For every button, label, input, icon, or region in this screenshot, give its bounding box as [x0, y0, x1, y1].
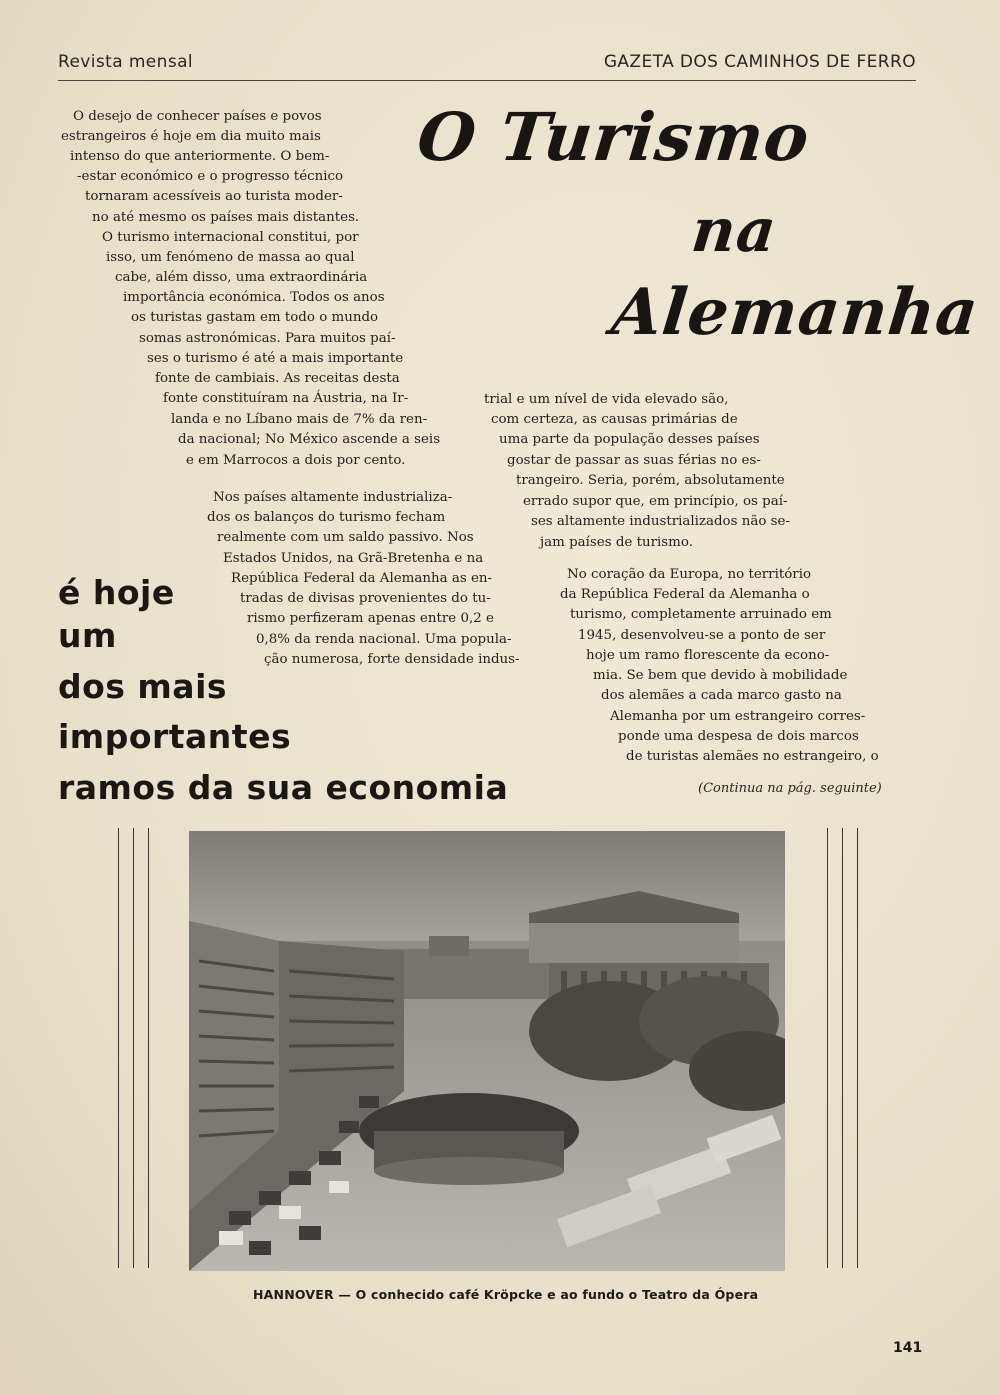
- text-line: Alemanha por um estrangeiro corres-: [610, 709, 866, 724]
- text-line: rismo perfizeram apenas entre 0,2 e: [247, 611, 494, 626]
- magazine-frequency: Revista mensal: [58, 52, 194, 72]
- header-rule: [58, 80, 916, 81]
- headline-line: é hoje: [58, 573, 175, 612]
- text-line: e em Marrocos a dois por cento.: [186, 453, 406, 468]
- headline-line: dos mais: [58, 667, 228, 706]
- text-line: da República Federal da Alemanha o: [560, 587, 810, 602]
- decorative-rule: [827, 828, 828, 1268]
- decorative-rule: [118, 828, 119, 1268]
- headline-line: importantes: [58, 717, 292, 756]
- text-line: Estados Unidos, na Grã-Bretenha e na: [223, 551, 484, 566]
- text-line: fonte constituíram na Áustria, na Ir-: [163, 391, 409, 406]
- text-line: -estar económico e o progresso técnico: [77, 169, 344, 184]
- text-line: dos os balanços do turismo fecham: [207, 510, 446, 525]
- text-line: tornaram acessíveis ao turista moder-: [85, 189, 343, 204]
- text-line: realmente com um saldo passivo. Nos: [217, 530, 474, 545]
- continued-note: (Continua na pág. seguinte): [698, 781, 882, 796]
- text-line: turismo, completamente arruinado em: [570, 607, 832, 622]
- text-line: No coração da Europa, no território: [567, 567, 812, 582]
- text-line: fonte de cambiais. As receitas desta: [155, 371, 400, 386]
- text-line: intenso do que anteriormente. O bem-: [70, 149, 330, 164]
- text-line: estrangeiros é hoje em dia muito mais: [61, 129, 321, 144]
- text-line: ponde uma despesa de dois marcos: [618, 729, 859, 744]
- hannover-photo: [189, 831, 785, 1271]
- article-title-line-1: O Turismo: [413, 98, 814, 176]
- decorative-rule: [857, 828, 858, 1268]
- headline-line: ramos da sua economia: [58, 768, 509, 807]
- decorative-rule: [148, 828, 149, 1268]
- text-line: isso, um fenómeno de massa ao qual: [106, 250, 355, 265]
- text-line: Nos países altamente industrializa-: [213, 490, 453, 505]
- text-line: O desejo de conhecer países e povos: [73, 109, 322, 124]
- text-line: os turistas gastam em todo o mundo: [131, 310, 379, 325]
- text-line: de turistas alemães no estrangeiro, o: [626, 749, 879, 764]
- text-line: ses o turismo é até a mais importante: [147, 351, 404, 366]
- text-line: gostar de passar as suas férias no es-: [507, 453, 761, 468]
- photo-caption: HANNOVER — O conhecido café Kröpcke e ao fundo o Teatro da Ópera: [253, 1287, 759, 1302]
- text-line: da nacional; No México ascende a seis: [178, 432, 441, 447]
- text-line: jam países de turismo.: [540, 535, 693, 550]
- magazine-title: GAZETA DOS CAMINHOS DE FERRO: [603, 52, 916, 72]
- text-line: ses altamente industrializados não se-: [531, 514, 790, 529]
- headline-line: um: [58, 616, 117, 655]
- text-line: tradas de divisas provenientes do tu-: [240, 591, 491, 606]
- text-line: O turismo internacional constitui, por: [102, 230, 359, 245]
- decorative-rule: [133, 828, 134, 1268]
- page-number: 141: [893, 1340, 923, 1356]
- text-line: República Federal da Alemanha as en-: [231, 571, 493, 586]
- text-line: hoje um ramo florescente da econo-: [586, 648, 830, 663]
- text-line: importância económica. Todos os anos: [123, 290, 385, 305]
- text-line: errado supor que, em princípio, os paí-: [523, 494, 788, 509]
- text-line: mia. Se bem que devido à mobilidade: [593, 668, 848, 683]
- text-line: trial e um nível de vida elevado são,: [484, 392, 729, 407]
- text-line: com certeza, as causas primárias de: [491, 412, 738, 427]
- text-line: trangeiro. Seria, porém, absolutamente: [516, 473, 785, 488]
- text-line: uma parte da população desses países: [499, 432, 760, 447]
- text-line: 0,8% da renda nacional. Uma popula-: [256, 632, 512, 647]
- text-line: somas astronómicas. Para muitos paí-: [139, 331, 396, 346]
- text-line: cabe, além disso, uma extraordinária: [115, 270, 368, 285]
- article-title-line-2: na: [688, 196, 781, 266]
- article-title-line-3: Alemanha: [608, 275, 983, 350]
- text-line: 1945, desenvolveu-se a ponto de ser: [578, 628, 826, 643]
- text-line: no até mesmo os países mais distantes.: [92, 210, 360, 225]
- text-line: ção numerosa, forte densidade indus-: [264, 652, 520, 667]
- text-line: landa e no Líbano mais de 7% da ren-: [171, 412, 428, 427]
- text-line: dos alemães a cada marco gasto na: [601, 688, 842, 703]
- decorative-rule: [842, 828, 843, 1268]
